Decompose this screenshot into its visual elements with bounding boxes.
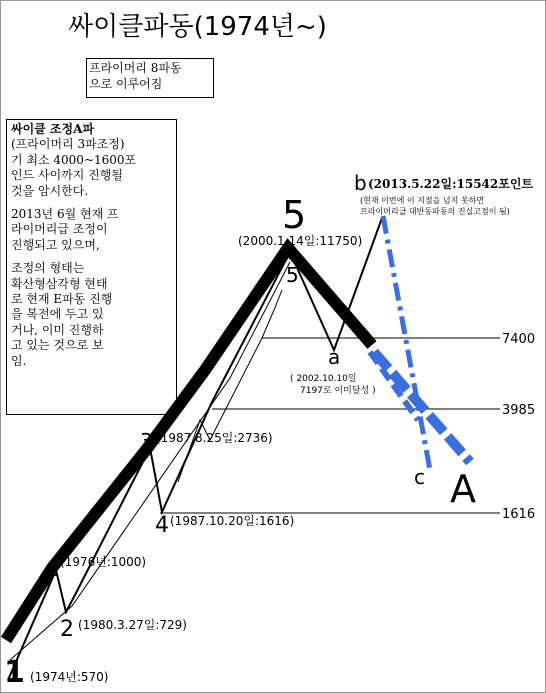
level-label-7400: 7400: [502, 332, 536, 347]
note-para2-line: 로 현재 E파동 진행: [11, 292, 113, 307]
note-line: 으로 이루어짐: [89, 77, 163, 91]
projection-line-a: [374, 352, 470, 462]
wave-1-label: 1: [48, 560, 60, 581]
note-para1-line: 2013년 6월 현재 프: [11, 207, 119, 222]
wave-A-label: A: [450, 467, 476, 511]
note-para1-line: 진행되고 있으며,: [11, 237, 100, 252]
wave-2-note: (1980.3.27일:729): [78, 618, 187, 632]
note-para2-line: 임.: [11, 353, 27, 368]
wave-1-note: (1976년:1000): [60, 555, 147, 569]
note-para2-line: 고 있는 것으로 보: [11, 338, 104, 353]
wave-a-note-line1: ( 2002.10.10일: [290, 374, 357, 384]
wave-3-label: 3: [140, 429, 153, 453]
level-label-3985: 3985: [502, 403, 536, 418]
channel-line-lower: [10, 262, 290, 660]
note-heading-line: (프라이머리 3파조정): [11, 137, 125, 152]
note-heading-line: 것을 암시한다.: [11, 183, 89, 198]
wave-b-subnote-line1: (현재 이번에 이 지점을 넘지 못하면: [360, 196, 485, 205]
wave-start-label: 1: [4, 655, 25, 690]
level-label-1616: 1616: [502, 507, 536, 522]
note-para2-line: 확산형삼각형 현태: [11, 276, 108, 291]
note-para2-line: 을 복전에 두고 있: [11, 307, 104, 322]
note-para1-line: 라이머리급 조정이: [11, 222, 108, 237]
wave-5-note: (2000.1.14일:11750): [238, 234, 363, 248]
wave-4-label: 4: [155, 513, 169, 538]
wave-b-note: (2013.5.22일:15542포인트: [368, 177, 534, 191]
wave-5-label: 5: [282, 193, 307, 237]
wave-c-label: c: [414, 465, 425, 489]
note-heading-line: 인드 사이까지 진행될: [11, 168, 123, 183]
wave-a-note-line2: 7197로 이미달성 ): [300, 386, 376, 396]
wave-3-note: (1987.8.25일:2736): [156, 431, 273, 445]
wave-a-label: a: [328, 345, 341, 369]
wave-4-note: (1987.10.20일:1616): [170, 514, 295, 528]
page-title: 싸이클파동(1974년~): [68, 12, 327, 42]
note-heading-line: 기 최소 4000~1600포: [11, 152, 137, 167]
note-para2-line: 거나, 이미 진행하: [11, 322, 104, 337]
wave-b-subnote-line2: 프라이머리급 대반동파동의 진실고점이 됨): [360, 207, 510, 216]
wave-start-note: (1974년:570): [30, 670, 109, 684]
note-line: 프라이머리 8파동: [89, 61, 182, 75]
note-heading-line: 싸이클 조정A파: [11, 122, 95, 136]
projection-line-b: [383, 216, 430, 470]
subwave-5-label: 5: [286, 263, 299, 287]
note-para2-line: 조정의 형태는: [11, 261, 85, 276]
wave-b-label: b: [354, 171, 367, 195]
wave-2-label: 2: [60, 617, 74, 642]
